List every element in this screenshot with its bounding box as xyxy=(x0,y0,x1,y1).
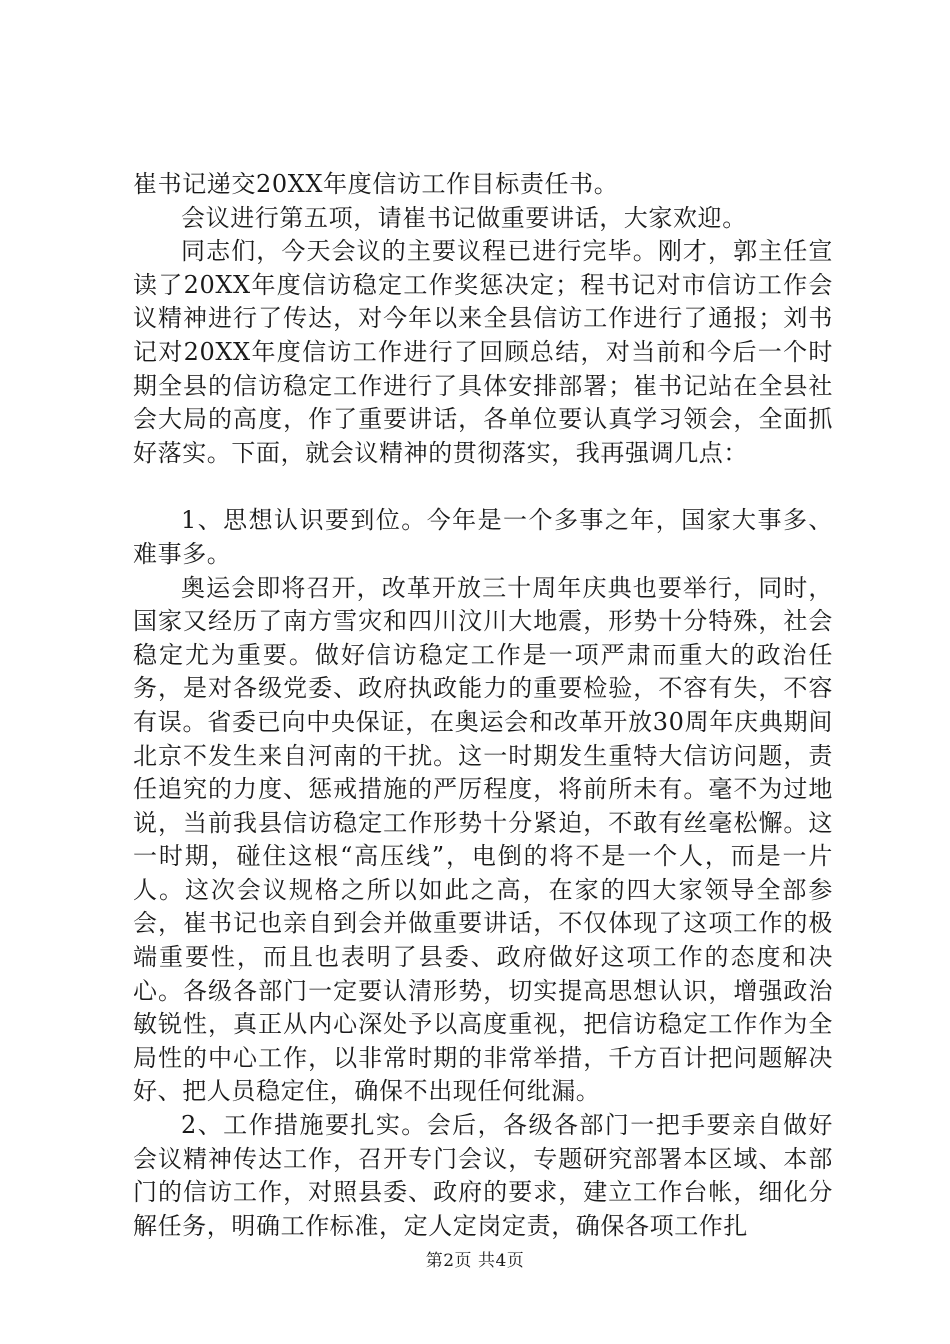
paragraph-4: 1、思想认识要到位。今年是一个多事之年，国家大事多、难事多。 xyxy=(133,506,833,568)
paragraph-1: 崔书记递交20XX年度信访工作目标责任书。 xyxy=(133,170,619,198)
paragraph-2: 会议进行第五项，请崔书记做重要讲话，大家欢迎。 xyxy=(181,203,747,232)
paragraph-gap xyxy=(133,470,833,504)
page-footer: 第2页 共4页 xyxy=(425,1251,525,1271)
document-body xyxy=(133,168,833,1243)
paragraph-5: 奥运会即将召开，改革开放三十周年庆典也要举行，同时，国家又经历了南方雪灾和四川汶川大地震，形势十分特殊，社会稳定尤为重要。做好信访稳定工作是一项严肃而重大的政治任务，是对各级党委、政府执政能力的重要检验，不容有失，不容有误。省委已向中央保证，在奥运会和改革开放30周年庆典期间北京不发生来自河南的干扰。这一时期发生重特大信访问题，责任追究的力度、惩戒措施的严厉程度，将前所未有。毫不为过地说，当前我县信访稳定工作形势十分紧迫，不敢有丝毫松懈。这一时期，碰住这根“高压线”，电倒的将不是一个人，而是一片人。这次会议规格之所以如此之高，在家的四大家领导全部参会，崔书记也亲自到会并做重要讲话，不仅体现了这项工作的极端重要性，而且也表明了县委、政府做好这项工作的态度和决心。各级各部门一定要认清形势，切实提高思想认识，增强政治敏锐性，真正从内心深处予以高度重视，把信访稳定工作作为全局性的中心工作，以非常时期的非常举措，千方百计把问题解决好、把人员稳定住，确保不出现任何纰漏。 xyxy=(133,573,833,1106)
paragraph-3: 同志们，今天会议的主要议程已进行完毕。刚才，郭主任宣读了20XX年度信访稳定工作奖惩决定；程书记对市信访工作会议精神进行了传达，对今年以来全县信访工作进行了通报；刘书记对20XX年度信访工作进行了回顾总结，对当前和今后一个时期全县的信访稳定工作进行了具体安排部署；崔书记站在全县社会大局的高度，作了重要讲话，各单位要认真学习领会，全面抓好落实。下面，就会议精神的贯彻落实，我再强调几点： xyxy=(133,237,833,467)
paragraph-6: 2、工作措施要扎实。会后，各级各部门一把手要亲自做好会议精神传达工作，召开专门会议，专题研究部署本区域、本部门的信访工作，对照县委、政府的要求，建立工作台帐，细化分解任务，明确工作标准，定人定岗定责，确保各项工作扎 xyxy=(133,1111,833,1240)
